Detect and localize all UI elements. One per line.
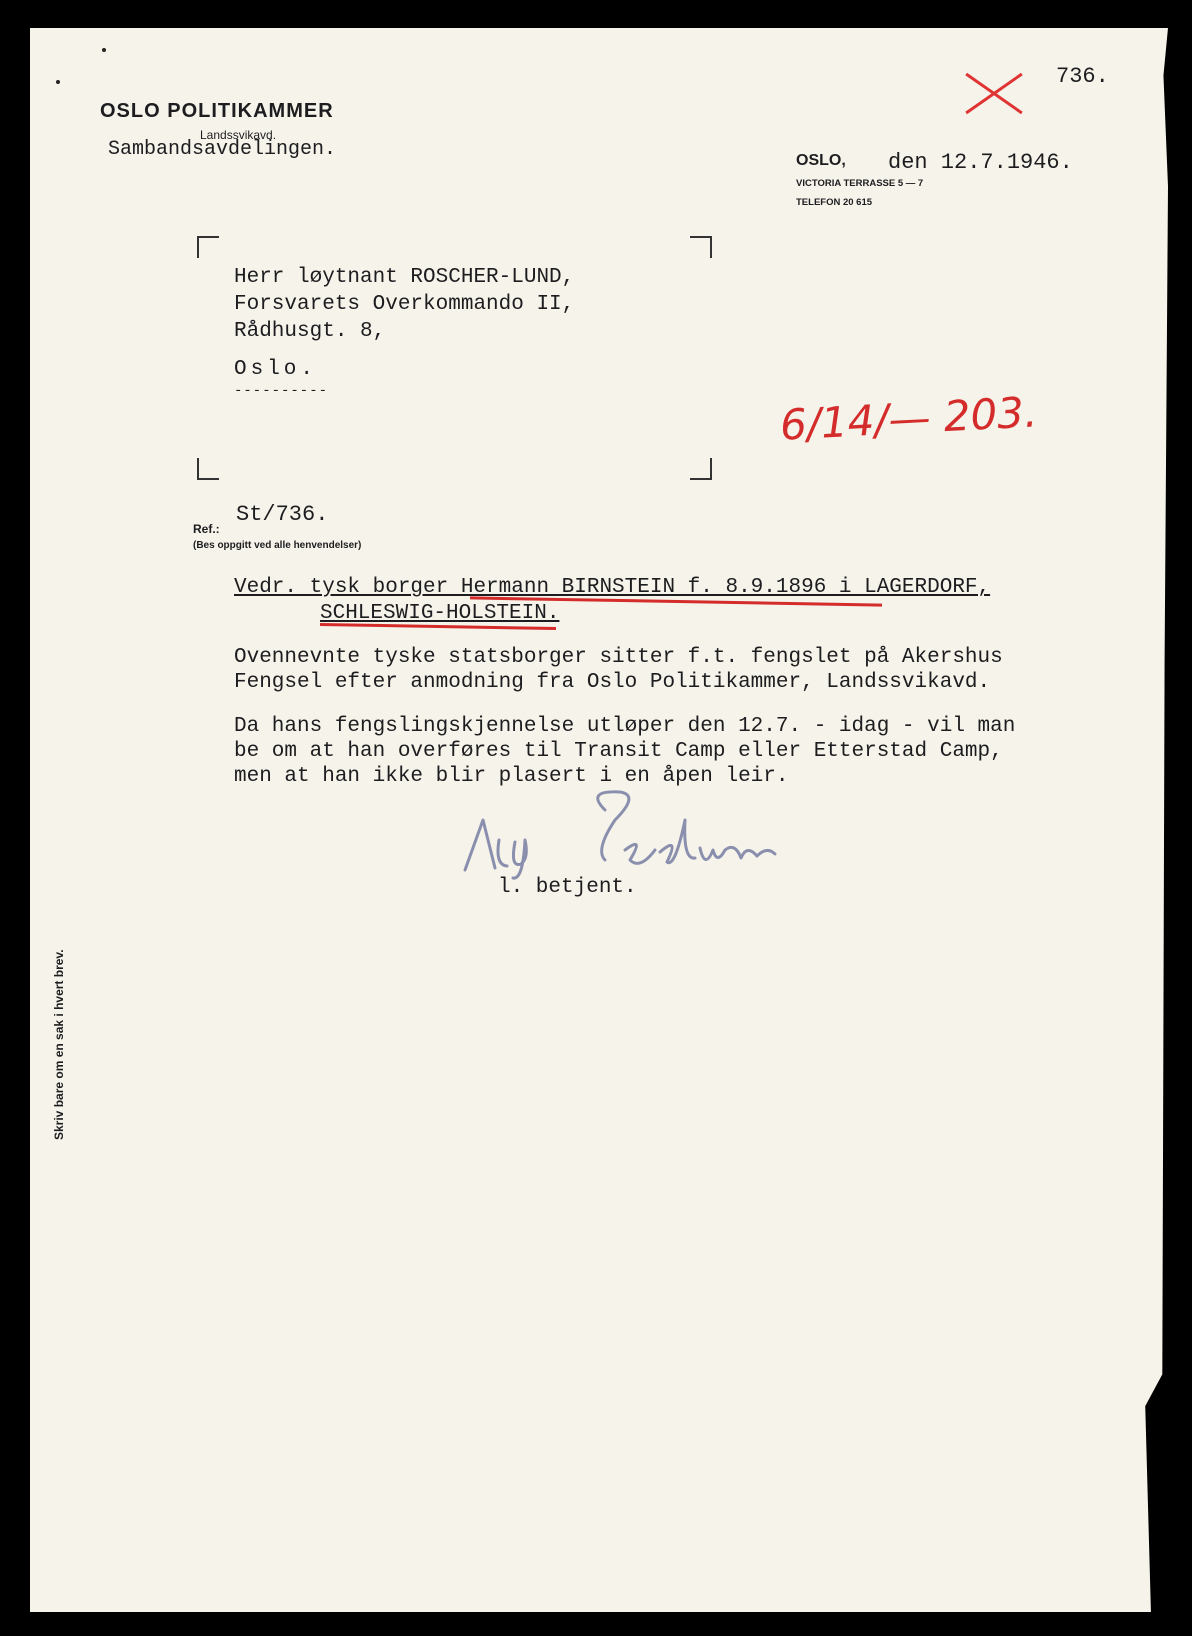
paragraph-line: Ovennevnte tyske statsborger sitter f.t. fengslet på Akershus (234, 646, 1003, 669)
letterhead-section: Sambandsavdelingen. (108, 138, 337, 161)
recipient-city-underline: ---------- (234, 383, 329, 399)
reference-label: Ref.: (193, 522, 220, 536)
office-address: VICTORIA TERRASSE 5 — 7 (796, 178, 924, 189)
recipient-line: Forsvarets Overkommando II, (234, 293, 575, 316)
recipient-line: Rådhusgt. 8, (234, 320, 386, 343)
letterhead-office: OSLO POLITIKAMMER (100, 100, 334, 122)
document-number: 736. (1056, 64, 1109, 89)
subject-line: Vedr. tysk borger Hermann BIRNSTEIN f. 8.9.1896 i LAGERDORF, (234, 576, 991, 599)
subject-line: SCHLESWIG-HOLSTEIN. (320, 602, 560, 625)
red-x-mark (960, 70, 1024, 118)
sidebar-instruction: Skriv bare om en sak i hvert brev. (52, 949, 66, 1140)
address-window-corner (690, 236, 712, 258)
paragraph-line: men at han ikke blir plasert i en åpen leir. (234, 765, 789, 788)
paragraph-line: be om at han overføres til Transit Camp eller Etterstad Camp, (234, 740, 1003, 763)
recipient-city: Oslo. (234, 358, 318, 381)
paragraph-line: Fengsel efter anmodning fra Oslo Politikammer, Landssvikavd. (234, 671, 991, 694)
recipient-line: Herr løytnant ROSCHER-LUND, (234, 266, 575, 289)
reference-note: (Bes oppgitt ved alle henvendelser) (193, 540, 362, 551)
handwritten-reference: 6/14/— 203. (778, 387, 1039, 450)
letter-date: den 12.7.1946. (888, 150, 1073, 175)
handwritten-signature (455, 780, 815, 880)
place-city: OSLO, (796, 152, 846, 169)
paper-speck (56, 80, 60, 84)
address-window-corner (690, 458, 712, 480)
office-phone: TELEFON 20 615 (796, 197, 873, 208)
paragraph-line: Da hans fengslingskjennelse utløper den 12.7. - idag - vil man (234, 715, 1016, 738)
letterhead-department: Landssvikavd. (200, 128, 277, 142)
paper-speck (102, 48, 106, 52)
reference-value: St/736. (236, 502, 329, 527)
address-window-corner (197, 458, 219, 480)
signature-title: l. betjent. (498, 876, 637, 899)
address-window-corner (197, 236, 219, 258)
